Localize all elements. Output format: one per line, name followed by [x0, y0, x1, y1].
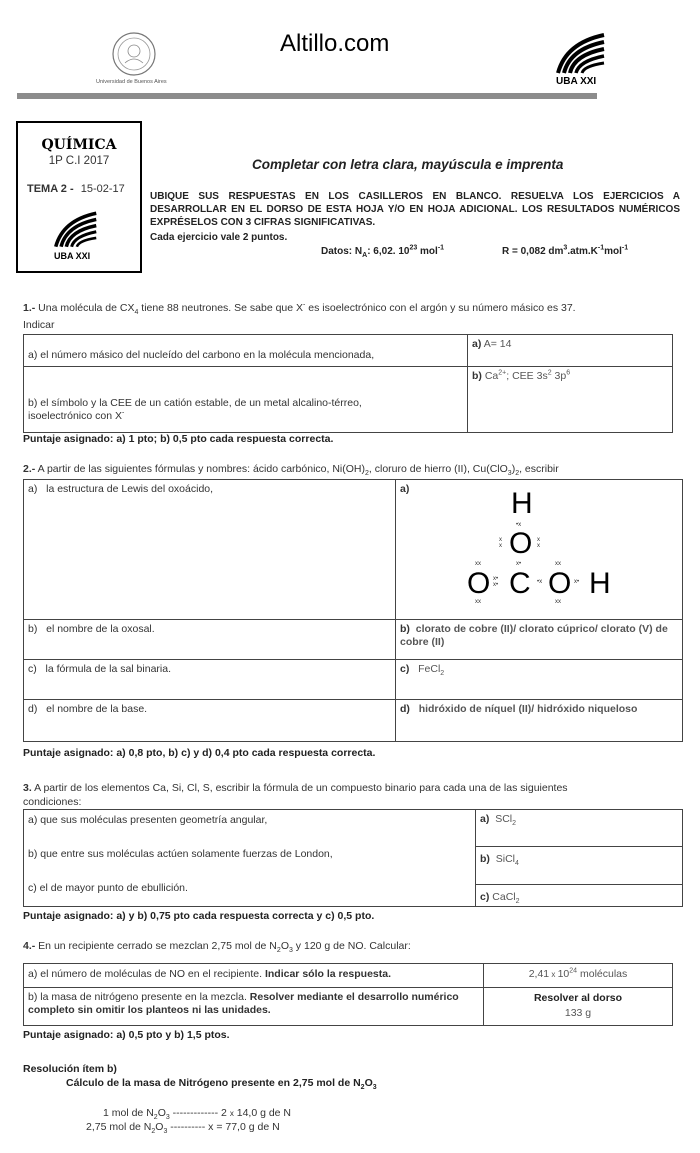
- points-note: Cada ejercicio vale 2 puntos.: [150, 232, 288, 243]
- university-caption: Universidad de Buenos Aires: [96, 79, 167, 85]
- tema-label: TEMA 2 -: [27, 183, 74, 195]
- gas-constant-data: R = 0,082 $dm^3.atm.K^{-1}mol^{-1}$: [502, 244, 629, 257]
- q2-row-c-answer[interactable]: c) FeCl$_2$: [396, 660, 683, 700]
- site-title: Altillo.com: [280, 30, 390, 57]
- resolution-line-1: 1 mol de $N_2O_3$ ------------- 2 x 14,0 g de N: [103, 1107, 292, 1122]
- lewis-bond-dots: x• x•: [493, 576, 499, 588]
- q2-row-a-question: a) la estructura de Lewis del oxoácido,: [24, 480, 396, 620]
- lewis-o-left: O: [467, 567, 491, 600]
- lewis-structure-diagram: [455, 487, 625, 607]
- lewis-h-right: H: [589, 567, 611, 600]
- tema-line: [27, 183, 125, 195]
- q4-b-question: b) la masa de nitrógeno presente en la mezcla. Resolver mediante el desarrollo numérico completo sin omitir los planteos ni las unidades.: [24, 988, 484, 1026]
- instructions-headline: Completar con letra clara, mayúscula e imprenta: [252, 157, 564, 172]
- lewis-lone-pair: xx: [555, 599, 561, 605]
- lewis-bond-dots: x•: [516, 561, 522, 567]
- uba-xxi-logo-right: [556, 33, 606, 75]
- university-seal-logo: [111, 31, 157, 77]
- q2-row-a-answer[interactable]: a): [396, 480, 683, 620]
- uba-xxi-label: UBA XXI: [556, 76, 597, 87]
- lewis-lone-pair: x x: [537, 537, 540, 549]
- q1-table: [23, 334, 673, 433]
- q3-table: [23, 809, 683, 907]
- lewis-lone-pair: x x: [499, 537, 502, 549]
- resolution-subtitle: Cálculo de la masa de Nitrógeno presente en 2,75 mol de $N_2O_3$: [66, 1077, 377, 1092]
- exam-info-box: [16, 121, 142, 273]
- q1-b-question-cell: b) el símbolo y la CEE de un catión estable, de un metal alcalino-térreo, isoelectrónico con X-: [24, 367, 468, 433]
- header-divider: [17, 93, 597, 99]
- avogadro-data: Datos: $N_A$: 6,02. $10^{23}$ mol$^{-1}$: [321, 244, 445, 259]
- uba-xxi-box-label: UBA XXI: [54, 251, 91, 261]
- q3-a-answer[interactable]: a) SCl$_2$: [476, 810, 683, 847]
- q1-score: Puntaje asignado: a) 1 pto; b) 0,5 pto cada respuesta correcta.: [23, 433, 334, 445]
- q3-questions-cell: a) que sus moléculas presenten geometría angular, b) que entre sus moléculas actúen solamente fuerzas de London, c) el de mayor punto de ebullición.: [24, 810, 476, 907]
- q3-b-answer[interactable]: b) SiCl$_4$: [476, 847, 683, 885]
- q2-row-d-answer[interactable]: d) hidróxido de níquel (II)/ hidróxido niqueloso: [396, 700, 683, 742]
- q2-score: Puntaje asignado: a) 0,8 pto, b) c) y d) 0,4 pto cada respuesta correcta.: [23, 747, 376, 759]
- lewis-h-top: H: [511, 487, 533, 520]
- course-code: 1P C.I 2017: [48, 155, 110, 167]
- subject-title: QUÍMICA: [41, 137, 117, 153]
- lewis-o-right: O: [548, 567, 572, 600]
- q2-row-c-question: c) la fórmula de la sal binaria.: [24, 660, 396, 700]
- resolution-title: Resolución ítem b): [23, 1063, 117, 1075]
- q4-statement: 4.- En un recipiente cerrado se mezclan 2,75 mol de $N_2O_3$ y 120 g de NO. Calcular:: [23, 940, 411, 955]
- resolution-line-2: 2,75 mol de $N_2O_3$ ---------- x = 77,0 g de N: [86, 1121, 280, 1136]
- q2-statement: 2.- A partir de las siguientes fórmulas y nombres: ácido carbónico, $Ni(OH)_2$, cloruro de hierro (II), $Cu(ClO_3)_2$, escribir: [23, 463, 559, 478]
- q1-a-question-cell: a) el número másico del nucleído del carbono en la molécula mencionada,: [24, 335, 468, 367]
- q3-score: Puntaje asignado: a) y b) 0,75 pto cada respuesta correcta y c) 0,5 pto.: [23, 910, 375, 922]
- q1-statement: 1.- Una molécula de $CX_4$ tiene 88 neutrones. Se sabe que X- es isoelectrónico con el argón y su número másico es 37.: [23, 301, 576, 317]
- lewis-bond-dots: •x: [516, 522, 522, 528]
- q3-statement: 3. A partir de los elementos Ca, Si, Cl, S, escribir la fórmula de un compuesto binario para cada una de las siguientes condiciones:: [23, 782, 568, 808]
- q2-row-d-question: d) el nombre de la base.: [24, 700, 396, 742]
- q1-b-answer-cell[interactable]: b) $Ca^{2+}$; CEE $3s^2$ $3p^6$: [468, 367, 673, 433]
- q1-indicar: Indicar: [23, 319, 55, 331]
- lewis-lone-pair: xx: [475, 561, 481, 567]
- q4-score: Puntaje asignado: a) 0,5 pto y b) 1,5 ptos.: [23, 1029, 230, 1041]
- instructions-body: UBIQUE SUS RESPUESTAS EN LOS CASILLEROS EN BLANCO. RESUELVA LOS EJERCICIOS A DESARROLLAR EN EL DORSO DE ESTA HOJA Y/O EN HOJA ADICIONAL. LOS RESULTADOS NUMÉRICOS EXPRÉSELOS CON 3 CIFRAS SIGNIFICATIVAS.: [150, 191, 680, 228]
- lewis-bond-dots: x•: [574, 579, 580, 585]
- q2-row-b-answer[interactable]: b) clorato de cobre (II)/ clorato cúprico/ clorato (V) de cobre (II): [396, 620, 683, 660]
- q4-table: [23, 963, 673, 1026]
- lewis-lone-pair: xx: [555, 561, 561, 567]
- q4-a-question: a) el número de moléculas de NO en el recipiente. Indicar sólo la respuesta.: [24, 964, 484, 988]
- q2-row-b-question: b) el nombre de la oxosal.: [24, 620, 396, 660]
- q3-c-answer[interactable]: c) CaCl$_2$: [476, 885, 683, 907]
- uba-xxi-logo-box: [54, 211, 98, 249]
- lewis-bond-dots: •x: [537, 579, 543, 585]
- lewis-lone-pair: xx: [475, 599, 481, 605]
- q4-b-answer[interactable]: Resolver al dorso 133 g: [484, 988, 673, 1026]
- lewis-o-top: O: [509, 527, 533, 560]
- q1-a-answer-cell[interactable]: a) A= 14: [468, 335, 673, 367]
- q4-a-answer[interactable]: 2,41 x $10^{24}$ moléculas: [484, 964, 673, 988]
- lewis-c: C: [509, 567, 531, 600]
- exam-date: 15-02-17: [80, 183, 125, 195]
